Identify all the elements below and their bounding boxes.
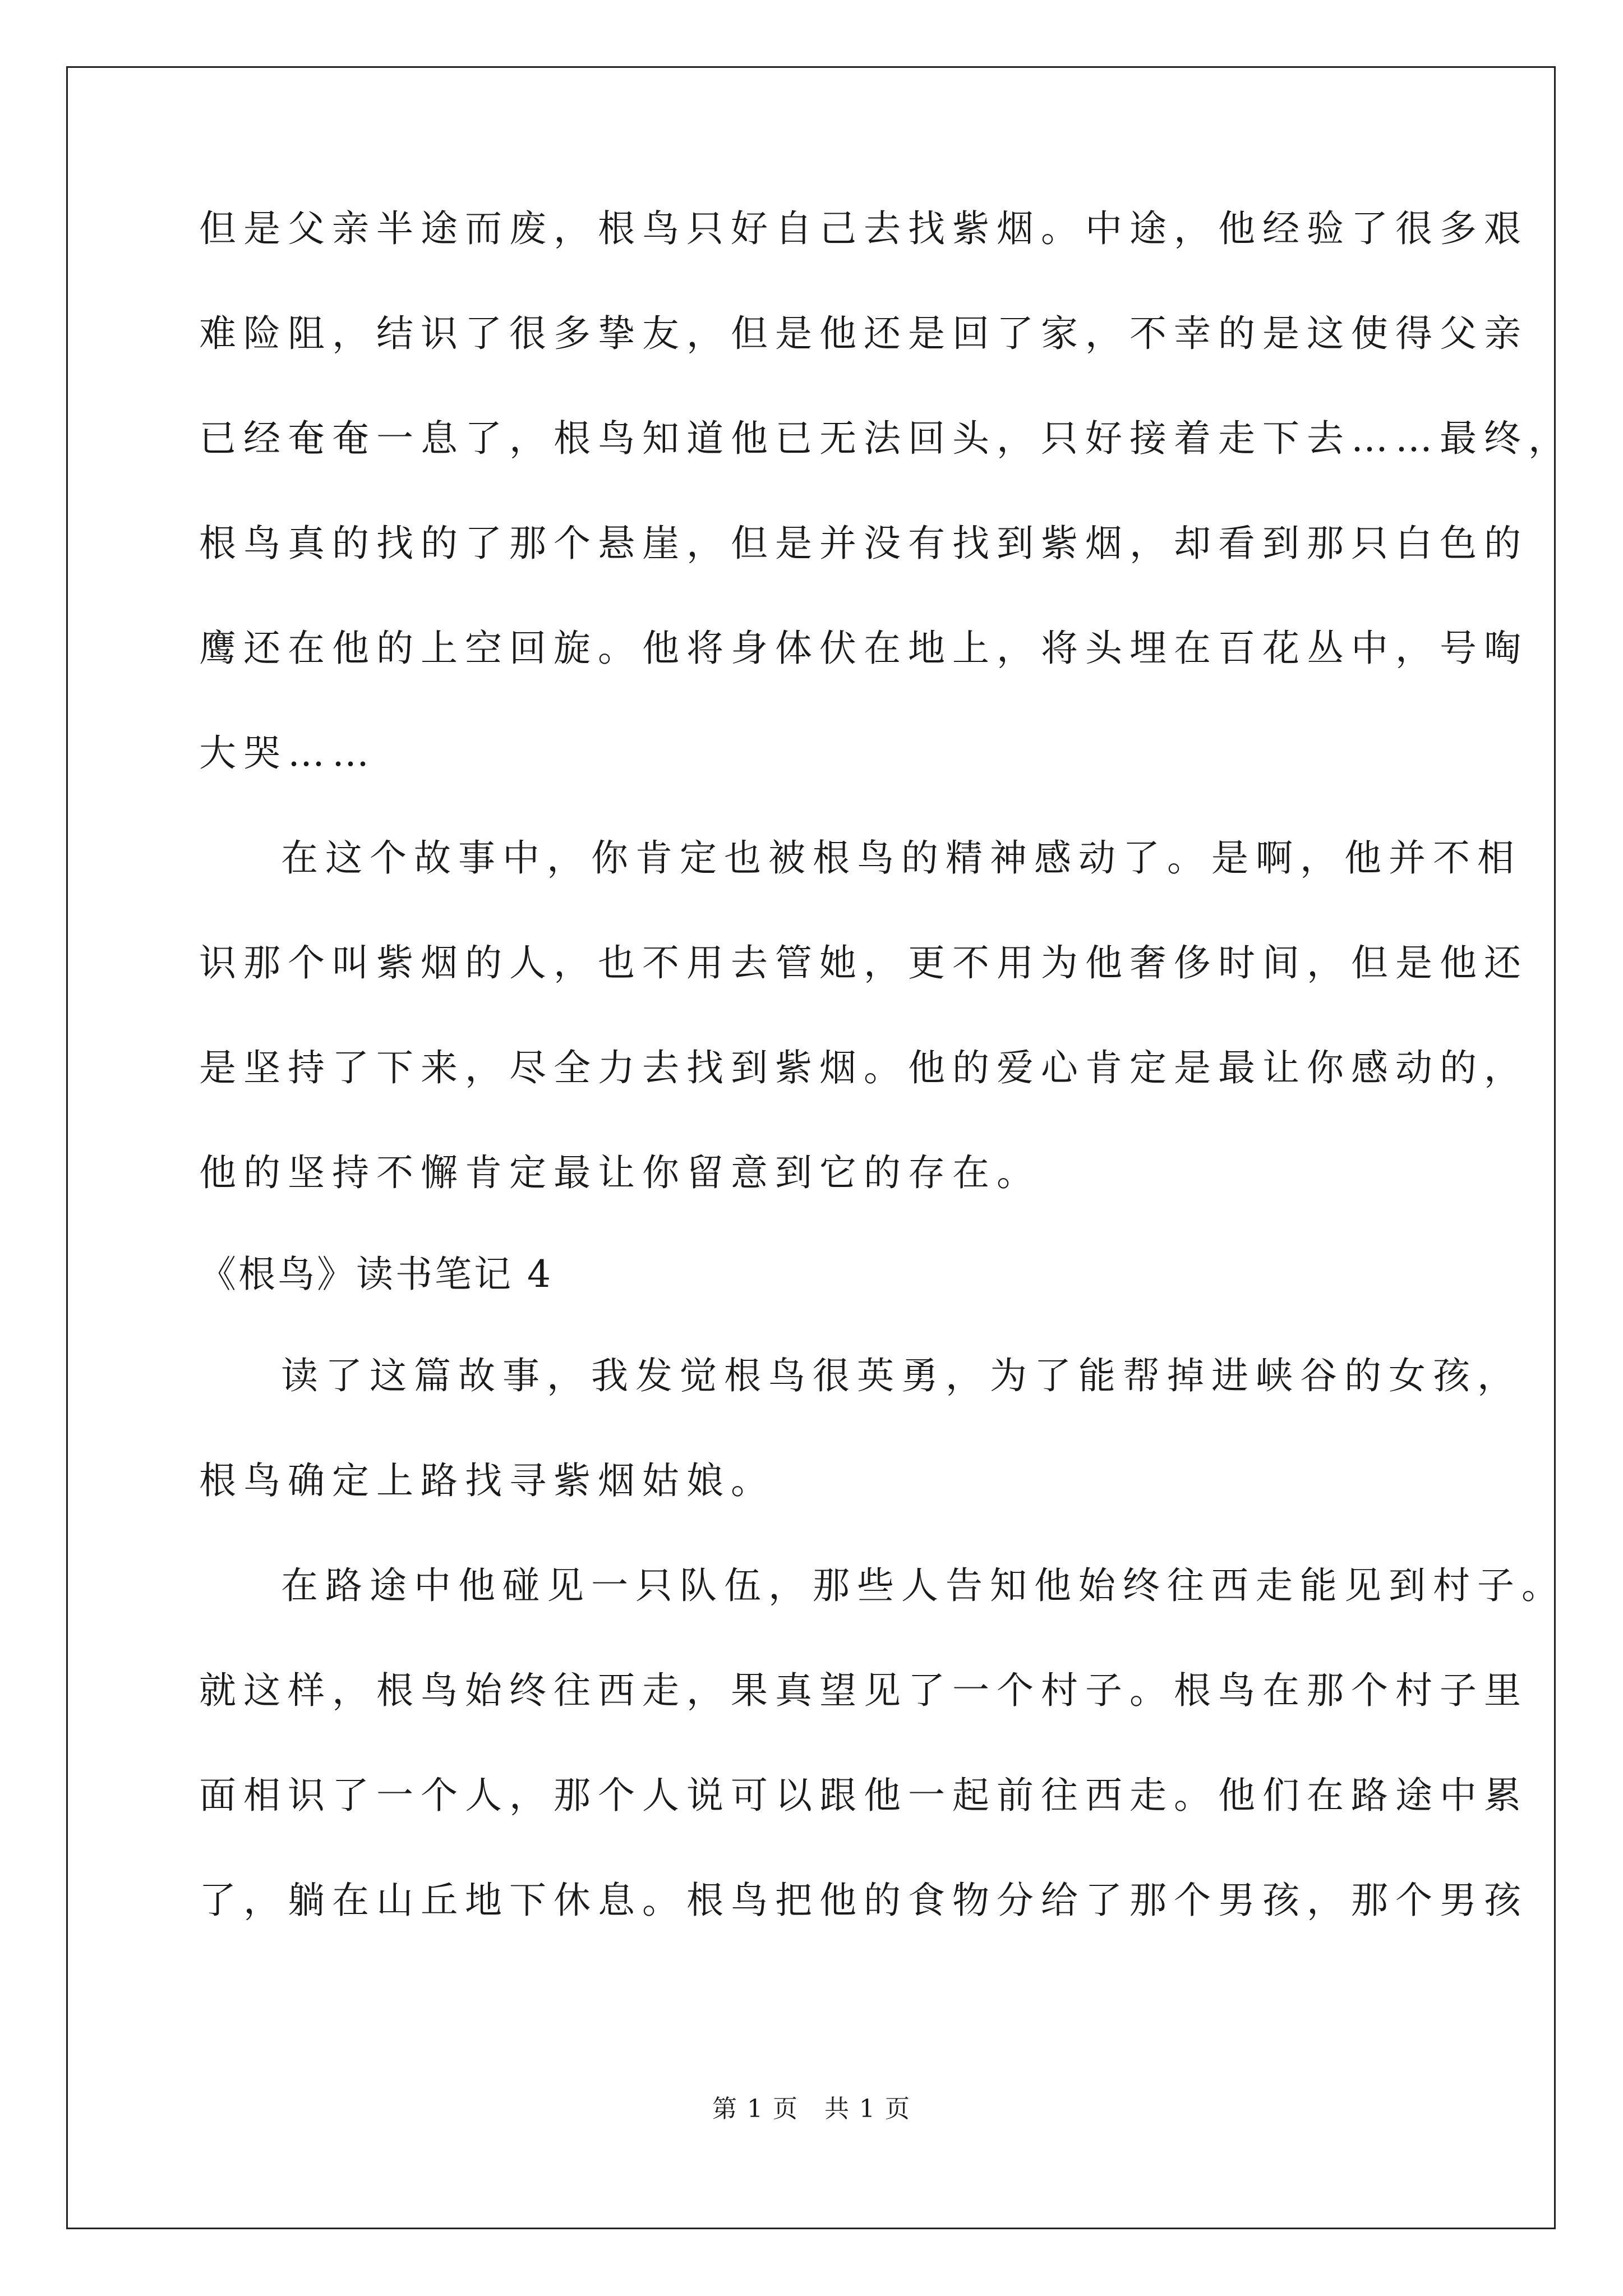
paragraph-line: 根鸟真的找的了那个悬崖，但是并没有找到紫烟，却看到那只白色的: [199, 522, 1528, 565]
paragraph-line: 就这样，根鸟始终往西走，果真望见了一个村子。根鸟在那个村子里: [199, 1669, 1528, 1712]
paragraph-line: 了，躺在山丘地下休息。根鸟把他的食物分给了那个男孩，那个男孩: [199, 1879, 1528, 1922]
page-number-footer: 第 1 页 共 1 页: [712, 2095, 911, 2123]
paragraph-line: 读了这篇故事，我发觉根鸟很英勇，为了能帮掉进峡谷的女孩，: [281, 1354, 1521, 1397]
paragraph-line: 根鸟确定上路找寻紫烟姑娘。: [199, 1459, 775, 1502]
paragraph-line: 已经奄奄一息了，根鸟知道他已无法回头，只好接着走下去……最终，: [199, 417, 1573, 460]
paragraph-line: 难险阻，结识了很多挚友，但是他还是回了家，不幸的是这使得父亲: [199, 312, 1528, 355]
paragraph-line: 鹰还在他的上空回旋。他将身体伏在地上，将头埋在百花丛中，号啕: [199, 627, 1528, 670]
paragraph-line: 他的坚持不懈肯定最让你留意到它的存在。: [199, 1151, 1041, 1194]
paragraph-line: 大哭……: [199, 731, 376, 775]
paragraph-line: 但是父亲半途而废，根鸟只好自己去找紫烟。中途，他经验了很多艰: [199, 207, 1528, 250]
paragraph-line: 是坚持了下来，尽全力去找到紫烟。他的爱心肯定是最让你感动的，: [199, 1046, 1528, 1089]
paragraph-line: 面相识了一个人，那个人说可以跟他一起前往西走。他们在路途中累: [199, 1774, 1528, 1817]
section-heading: 《根鸟》读书笔记 4: [199, 1253, 553, 1296]
paragraph-line: 识那个叫紫烟的人，也不用去管她，更不用为他奢侈时间，但是他还: [199, 941, 1528, 984]
paragraph-line: 在这个故事中，你肯定也被根鸟的精神感动了。是啊，他并不相: [281, 836, 1521, 880]
paragraph-line: 在路途中他碰见一只队伍，那些人告知他始终往西走能见到村子。: [281, 1564, 1566, 1607]
